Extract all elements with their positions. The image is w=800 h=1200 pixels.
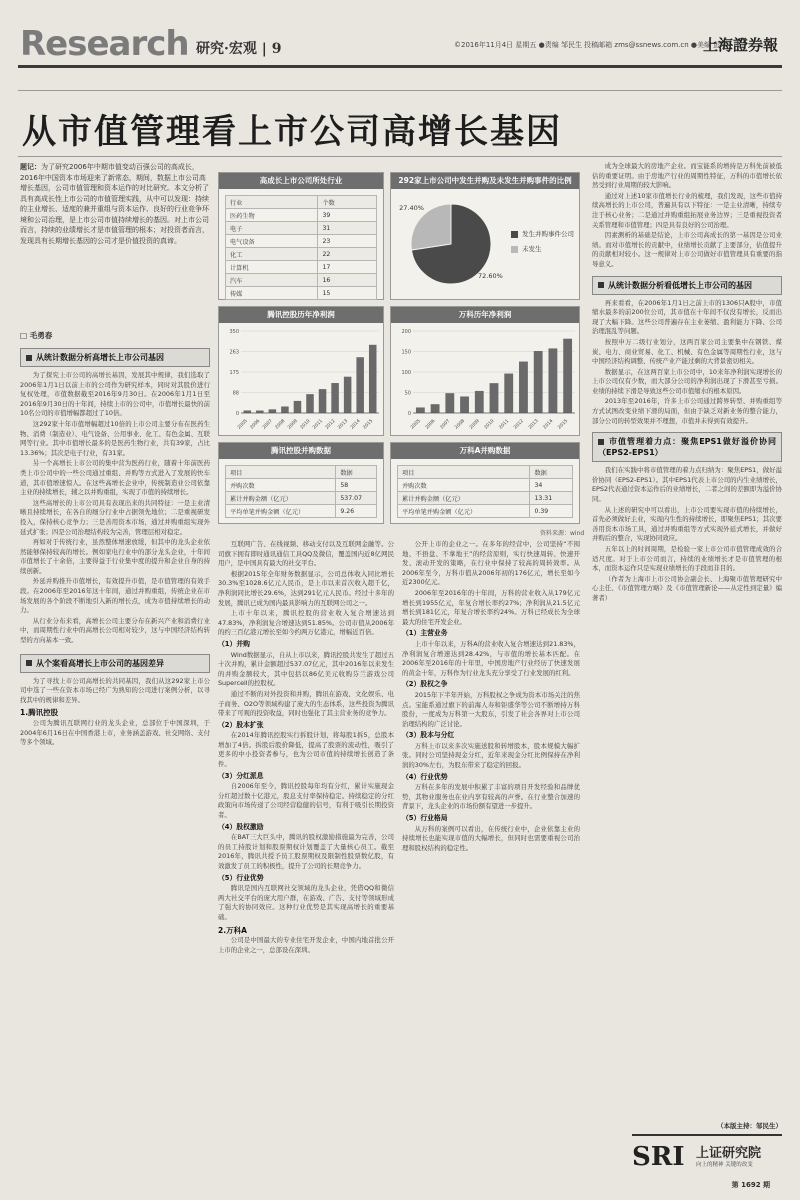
- x-tick-label: 2008: [454, 418, 466, 431]
- data-table: [397, 465, 573, 518]
- table-cell: 汽车: [226, 274, 318, 287]
- paragraph: 成为全球最大的房地产企业。而宝能系的增持是万科先前被低估的重要证明。由于房地产行业的周期性特征，万科的市值增长依然受到行业周期的较大影响。: [592, 162, 782, 190]
- bar: [344, 377, 352, 413]
- table-cell: 数据: [336, 466, 377, 479]
- x-tick-label: 2007: [262, 418, 274, 431]
- chart-title: 高成长上市公司所处行业: [219, 173, 383, 189]
- y-tick-label: 150: [401, 349, 411, 356]
- table-cell: 并购次数: [226, 479, 336, 492]
- section-heading: 市值管理着力点：聚焦EPS1做好溢价协同（EPS2-EPS1）: [592, 432, 782, 462]
- abstract: [20, 162, 210, 327]
- bar: [475, 391, 484, 413]
- x-tick-label: 2008: [274, 418, 287, 431]
- table-cell: 34: [530, 479, 573, 492]
- table-cell: 电子: [226, 222, 318, 235]
- table-row: [226, 196, 377, 209]
- table-row: [226, 287, 377, 300]
- x-tick-label: 2010: [299, 418, 312, 431]
- subheading: （5）行业格局: [402, 814, 448, 823]
- divider: [18, 90, 782, 91]
- subheading: （1）主营业务: [402, 629, 448, 638]
- x-tick-label: 2015: [557, 418, 570, 431]
- section-heading: 从统计数据分析高增长上市公司基因: [20, 348, 210, 367]
- paragraph: 再如对于传统行业，虽然整体增速放缓，但其中的龙头企业依然能够保持较高的增长。例如家电行业中的部分龙头企业，十年间市值增长了十余倍，主要得益于行业集中度的提升和企业自身的持续创新。: [20, 538, 210, 575]
- table-cell: 9.26: [336, 505, 377, 518]
- dateline: ©2016年11月4日 星期五 ●责编 邹民生 投稿邮箱 zms@ssnews.com.cn ●美编 彭玮: [454, 41, 728, 49]
- bar: [244, 410, 252, 413]
- table-row: [226, 505, 377, 518]
- paragraph: 万科上市以来多次实施送股和转增股本，股本规模大幅扩张。同时公司坚持现金分红，近年来现金分红比例保持在净利润的30%左右，为股东带来了稳定的回报。: [402, 741, 580, 770]
- chart-vanke-profit: [390, 306, 580, 436]
- x-tick-label: 2007: [439, 418, 452, 431]
- footer-logo-box: [632, 1134, 782, 1178]
- table-row: [226, 248, 377, 261]
- bar: [331, 383, 339, 413]
- table-cell: 15: [318, 287, 377, 300]
- chart-tencent-profit: [218, 306, 384, 436]
- chart-title: 万科历年净利润: [391, 307, 579, 323]
- paragraph: 五年以上的时间周期，是检验一家上市公司市值管理成效的合适尺度。对于上市公司而言，持续的业绩增长才是市值管理的根本，而资本运作只是实现业绩增长的手段而非目的。: [592, 545, 782, 573]
- paragraph: 另一个高增长上市公司的集中营为医药行业，随着十年前医药类上市公司中的一些公司通过重组、并购等方式进入了发展的快车道，其市值增速惊人。在这些高增长企业中，传统制造业公司依靠主业的持续增长，辅之以并购重组，实现了市值的持续增长。: [20, 459, 210, 497]
- x-tick-label: 2011: [498, 418, 511, 431]
- y-tick-label: 100: [401, 370, 411, 376]
- y-tick-label: 0: [235, 411, 239, 417]
- article-column-2: [218, 540, 394, 1180]
- chart-title: 腾讯控股并购数据: [219, 443, 383, 459]
- table-row: [226, 466, 377, 479]
- paragraph: 数据显示，在这两百家上市公司中，10来年净利润实现增长的上市公司仅有少数，而大部分公司的净利润出现了下滑甚至亏损。业绩的持续下滑是导致这些公司市值缩水的根本原因。: [592, 367, 782, 395]
- paragraph: 在BAT三大巨头中，腾讯的股权激励措施最为完善，公司的员工持股计划和股票期权计划覆盖了大量核心员工。截至2016年，腾讯共授予员工股票期权及限制性股票数亿股，有效激发了员工的积极性，提升了公司的长期竞争力。: [218, 833, 394, 870]
- table-cell: 13.31: [530, 492, 573, 505]
- paragraph: 公司为腾讯互联网行业的龙头企业，总部位于中国深圳，于2004年6月16日在中国香港上市，业务涵盖游戏、社交网络、支付等多个领域。: [20, 719, 210, 747]
- chart-legend: [511, 229, 574, 253]
- chart-industry-table: [218, 172, 384, 300]
- paragraph: 公开上市的企业之一。在多年的经营中，公司坚持“不囤地、不捂盘、不拿地王”的经营原则，实行快速周转、快速开发、滚动开发的策略，在行业中保持了较高的周转效率。从2006年至今，万科市值从2006年初的176亿元，增长至如今近2300亿元。: [402, 540, 580, 587]
- issue-number: 第 1692 期: [731, 1181, 770, 1189]
- paragraph: 通过不断的对外投资和并购，腾讯在游戏、文化娱乐、电子商务、O2O等领域构建了庞大的生态体系，这些投资为腾讯带来了可观的投资收益，同时也强化了其主营业务的竞争力。: [218, 689, 394, 718]
- table-row: [226, 261, 377, 274]
- bar-chart: [219, 323, 385, 435]
- table-tencent-mna: [218, 442, 384, 524]
- article-column-1: [20, 344, 210, 1184]
- square-bullet-icon: [598, 439, 604, 445]
- x-tick-label: 2011: [312, 418, 324, 431]
- x-tick-label: 2014: [542, 418, 555, 431]
- table-row: [398, 466, 573, 479]
- paragraph: 再来看看，在2006年1月1日之前上市的1306只A股中，市值缩水最多的前200位公司，其市值在十年间不仅没有增长，反而出现了大幅下降。这些公司普遍存在主业萎缩、盈利能力下降、公司治理混乱等问题。: [592, 298, 782, 336]
- paragraph: 我们在实践中将市值管理的着力点归纳为：聚焦EPS1，做好溢价协同（EPS2-EPS1）。其中EPS1代表上市公司的内生业绩增长，EPS2代表通过资本运作后的业绩增长，二者之间的差额即为溢价协同。: [592, 466, 782, 504]
- x-tick-label: 2009: [469, 418, 481, 431]
- table-cell: 计算机: [226, 261, 318, 274]
- table-cell: 23: [318, 235, 377, 248]
- subheading: （4）股权激励: [218, 822, 264, 831]
- table-cell: 58: [336, 479, 377, 492]
- subheading: （5）行业优势: [218, 873, 264, 882]
- paragraph: 在2014年腾讯控股实行拆股计划，将每股1拆5，总股本增加了4倍。拆股后股价降低，提高了股票的流动性，吸引了更多的中小投资者参与，也为公司市值的持续增长创造了条件。: [218, 731, 394, 769]
- table-cell: 16: [318, 274, 377, 287]
- table-row: [226, 222, 377, 235]
- y-tick-label: 50: [404, 390, 411, 397]
- table-cell: 累计并购金额（亿元）: [398, 492, 530, 505]
- paragraph: 按照申万二级行业划分，这两百家公司主要集中在钢铁、煤炭、电力、商业贸易、化工、机械、有色金属等周期性行业，这与中国经济结构调整、传统产业产能过剩的大背景密切相关。: [592, 337, 782, 366]
- table-cell: 并购次数: [398, 479, 530, 492]
- x-tick-label: 2006: [424, 418, 437, 431]
- bar: [416, 407, 425, 413]
- chart-title: 292家上市公司中发生并购及未发生并购事件的比例: [391, 173, 579, 189]
- square-bullet-icon: [26, 355, 32, 361]
- x-tick-label: 2009: [287, 418, 299, 431]
- bar: [269, 409, 277, 413]
- bar: [431, 404, 440, 413]
- x-tick-label: 2012: [324, 418, 337, 431]
- article-column-4: [592, 162, 782, 1102]
- y-tick-label: 263: [229, 349, 239, 356]
- table-vanke-mna: [390, 442, 580, 524]
- bar: [356, 357, 364, 413]
- brand-logo: Research: [20, 24, 189, 64]
- institute-tagline: 向上的精神 关键的改变: [696, 1162, 753, 1168]
- table-cell: 化工: [226, 248, 318, 261]
- bar: [369, 345, 377, 413]
- institute-name: 上证研究院: [696, 1146, 762, 1161]
- table-cell: 31: [318, 222, 377, 235]
- paragraph: 这些高增长的上市公司具有表现出来的共同特征：一是主业清晰且持续增长，在各自的细分行业中占据领先地位；二是重视研发投入，保持核心竞争力；三是善用资本市场，通过并购重组实现外延式扩张；四是公司治理结构较为完善，管理层相对稳定。: [20, 498, 210, 536]
- paragraph: Wind数据显示，自从上市以来，腾讯控股共发生了超过五十次并购，累计金额超过537.07亿元，其中2016年以来发生的并购金额较大，其中包括以86亿美元收购芬兰游戏公司Supercell的控股权。: [218, 650, 394, 688]
- table-cell: 电气设备: [226, 235, 318, 248]
- y-tick-label: 175: [229, 370, 239, 376]
- table-cell: 项目: [226, 466, 336, 479]
- legend-swatch: [511, 231, 518, 238]
- section-heading: 从统计数据分析看低增长上市公司的基因: [592, 276, 782, 295]
- bar-chart: [391, 323, 581, 435]
- bar: [490, 383, 499, 413]
- y-tick-label: 350: [229, 329, 239, 335]
- bar: [306, 394, 314, 413]
- subheading: （2）股本扩张: [218, 720, 264, 729]
- table-cell: 22: [318, 248, 377, 261]
- bar: [534, 351, 543, 413]
- table-cell: 17: [318, 261, 377, 274]
- bar: [519, 362, 528, 413]
- paragraph: 从行业分布来看，高增长公司主要分布在新兴产业和消费行业中，而周期性行业中的高增长公司相对较少，这与中国经济结构转型的方向基本一致。: [20, 616, 210, 645]
- chart-title: 腾讯控股历年净利润: [219, 307, 383, 323]
- subheading: （3）分红派息: [218, 771, 264, 780]
- x-tick-label: 2010: [483, 418, 496, 431]
- subheading: 1.腾讯控股: [20, 708, 59, 718]
- x-tick-label: 2005: [410, 418, 422, 431]
- paragraph: 腾讯是国内互联网社交领域的龙头企业，凭借QQ和微信两大社交平台的庞大用户群，在游戏、广告、支付等领域形成了强大的协同效应。这种行业优势是其实现高增长的重要基础。: [218, 884, 394, 921]
- bar: [319, 389, 327, 413]
- table-cell: 0.39: [530, 505, 573, 518]
- editor-credit: （本版主持：邹民生）: [717, 1122, 782, 1130]
- table-row: [226, 209, 377, 222]
- table-cell: 传媒: [226, 287, 318, 300]
- table-cell: 累计并购金额（亿元）: [226, 492, 336, 505]
- chart-mna-pie: [390, 172, 580, 300]
- pie-label: 27.40%: [399, 204, 424, 213]
- subheading: （1）并购: [218, 639, 250, 648]
- table-row: [226, 492, 377, 505]
- square-bullet-icon: [598, 282, 604, 288]
- abstract-lead: 题记：: [20, 163, 41, 171]
- y-tick-label: 200: [401, 329, 411, 335]
- paragraph: 因素测析的基础是结论，上市公司高成长的第一基因是公司业绩。而对市值增长的贡献中，业绩增长贡献了主要部分，估值提升的贡献相对较小。这一规律对上市公司做好市值管理具有重要的指导意义。: [592, 231, 782, 268]
- subheading: 2.万科A: [218, 925, 247, 935]
- bar: [460, 396, 469, 413]
- pie-label: 72.60%: [478, 271, 503, 280]
- paragraph: 为了探究上市公司的高增长基因，发展其中规律，我们选取了2006年1月1日以前上市的公司作为研究样本，同时对其股价进行复权处理，市值数据截至2016年9月30日。在2006年1月1日至2016年9月30日的十年间，持续上市的公司中，市值增长最快的前10名公司的市值增幅都超过了10倍。: [20, 371, 210, 418]
- paragraph: 这292家十年市值增幅超过10倍的上市公司主要分布在医药生物、消费（制造业）、电气设备、公用事业、化工、有色金属、互联网等行业。其中市值增长最多的是医药生物行业，共有39家，占比13.36%；其次是电子行业，有31家。: [20, 419, 210, 457]
- x-tick-label: 2013: [337, 418, 350, 431]
- table-cell: 39: [318, 209, 377, 222]
- author-byline: □ 毛勇春: [20, 331, 53, 340]
- table-cell: 项目: [398, 466, 530, 479]
- masthead: [18, 18, 782, 68]
- author-note: （作者为上海市上市公司协会副会长、上海聚市值管理研究中心主任、《市值管理方略》及《市值管理新论——从定性到定量》编著者）: [592, 574, 782, 602]
- paragraph: 上市十年以来，万科A的营业收入复合增速达到21.83%，净利润复合增速达到28.42%，与市值的增长基本匹配。在2006年至2016年的十年里，中国房地产行业经历了快速发展的黄金十年，万科作为行业龙头充分享受了行业发展的红利。: [402, 639, 580, 677]
- x-tick-label: 2005: [237, 418, 249, 431]
- x-tick-label: 2006: [249, 418, 262, 431]
- table-cell: 537.07: [336, 492, 377, 505]
- paragraph: 为了寻找上市公司高增长的共同基因，我们从这292家上市公司中选了一些在资本市场已经广为熟知的公司进行案例分析，以寻找其中的规律和差异。: [20, 676, 210, 704]
- paragraph: 自2006年至今，腾讯控股每年均有分红，累计实施现金分红超过数十亿港元，股息支付率保持稳定。持续稳定的分红政策向市场传递了公司经营稳健的信号，有利于吸引长期投资者。: [218, 782, 394, 820]
- table-row: [226, 235, 377, 248]
- legend-swatch: [511, 246, 518, 253]
- paragraph: 互联网广告、在线视频、移动支付以及互联网金融等。公司旗下拥有即时通讯通信工具QQ及微信，覆盖国内近8亿网民用户，是中国具有最大的社交平台。: [218, 540, 394, 568]
- x-tick-label: 2012: [513, 418, 525, 431]
- abstract-text: 为了研究2006年中期市值变动百强公司的高成长，2016年中国资本市场迎来了新常态，期间，数据上市公司高增长基因，公司市值管理和资本运作的对比研究。本文分析了具有高成长性上市公司的市值管理实践，从中可以发现：持续的主业增长、适度的兼并重组与资本运作、良好的行业竞争环境和公司治理，是上市公司市值持续增长的基因。对上市公司而言，持续的业绩增长才是市值管理的根本；对投资者而言，发现具有长期增长基因的公司才是价值投资的真谛。: [20, 163, 209, 245]
- y-tick-label: 88: [232, 390, 239, 397]
- subheading: （3）股本与分红: [402, 731, 455, 740]
- industry-table: [225, 195, 377, 300]
- table-cell: 平均单笔并购金额（亿元）: [226, 505, 336, 518]
- section-heading: 从个案看高增长上市公司的基因差异: [20, 654, 210, 673]
- table-row: [226, 274, 377, 287]
- paragraph: 2013年至2016年，许多上市公司通过跨界转型、并购重组等方式试图改变业绩下滑的局面，但由于缺乏对新业务的整合能力，部分公司的转型效果并不理想，市值并未得到有效提升。: [592, 397, 782, 425]
- data-table: [225, 465, 377, 518]
- x-tick-label: 2013: [527, 418, 540, 431]
- paragraph: 根据2015年全年财务数据显示，公司总体收入同比增长30.3%至1028.6亿元人民币，是上市以来首次收入超千亿，净利润同比增长29.6%，达到291亿元人民币。经过十多年的发展，腾讯已成为国内最具影响力的互联网公司之一。: [218, 569, 394, 607]
- table-row: [398, 492, 573, 505]
- legend-item: 发生并购事件公司: [511, 229, 574, 238]
- section-label: 研究·宏观 | 9: [196, 41, 282, 57]
- table-row: [398, 505, 573, 518]
- bar: [294, 401, 302, 413]
- table-cell: 数据: [530, 466, 573, 479]
- table-cell: 医药生物: [226, 209, 318, 222]
- subheading: （2）股权之争: [402, 680, 448, 689]
- sri-logo: SRI: [632, 1142, 685, 1172]
- table-row: [398, 479, 573, 492]
- paragraph: 上市十年以来，腾讯控股的营业收入复合增速达到47.83%，净利润复合增速达到51.85%。公司市值从2006年的约三百亿港元增长至如今约两万亿港元，增幅近百倍。: [218, 609, 394, 637]
- paragraph: 外延并购推升市值增长，有效提升市值，是市值管理的有效手段。在2006年至2016年这十年间，通过并购重组，传统企业在市场发展的各个阶段不断地引入新的增长点，成为市值持续增长的动力。: [20, 577, 210, 615]
- subheading: （4）行业优势: [402, 772, 448, 781]
- paragraph: 2006年至2016年的十年间，万科的营业收入从179亿元增长到1955亿元，年复合增长率约27%；净利润从21.5亿元增长到181亿元，年复合增长率约24%。万科已经成长为全球最大的住宅开发企业。: [402, 588, 580, 626]
- x-tick-label: 2014: [349, 418, 362, 431]
- paragraph: 2015年下半年开始，万科股权之争成为资本市场关注的焦点。宝能系通过旗下的前海人寿和钜盛华等公司不断增持万科股份，一度成为万科第一大股东，引发了社会各界对上市公司治理结构的广泛讨论。: [402, 690, 580, 728]
- chart-source: 资料来源：wind: [540, 530, 585, 537]
- bar: [256, 411, 264, 413]
- paragraph: 公司是中国最大的专业住宅开发企业，中国内地首批公开上市的企业之一，总部设在深圳。: [218, 936, 394, 954]
- paragraph: 从上述的研究中可以看出，上市公司要实现市值的持续增长，首先必须做好主业，实现内生性的持续增长，即聚焦EPS1；其次要善用资本市场工具，通过并购重组等方式实现外延式增长，并做好并购后的整合，实现协同效应。: [592, 505, 782, 543]
- paragraph: 从万科的案例可以看出，在传统行业中，企业依靠主业的持续增长也能实现市值的大幅增长，但同时也需要重视公司治理和股权结构的稳定性。: [402, 824, 580, 852]
- y-tick-label: 0: [407, 411, 411, 417]
- bar: [504, 374, 513, 413]
- x-tick-label: 2015: [362, 418, 375, 431]
- table-cell: 个数: [318, 196, 377, 209]
- legend-item: 未发生: [511, 244, 574, 253]
- page-title: 从市值管理看上市公司高增长基因: [22, 112, 562, 152]
- paragraph: 通过对上述10家市值增长行业的梳理，我们发现，这些市值持续高增长的上市公司，普遍具有以下特征：一是主业清晰，持续专注于核心业务；二是通过并购重组拓展业务边界；三是重视投资者关系管理和市值管理；四是具有良好的公司治理。: [592, 191, 782, 229]
- bar: [445, 393, 454, 413]
- article-column-3: [402, 540, 580, 1180]
- table-cell: 行业: [226, 196, 318, 209]
- bar: [548, 348, 557, 413]
- square-bullet-icon: [26, 660, 32, 666]
- divider: [18, 156, 782, 157]
- table-row: [226, 479, 377, 492]
- table-cell: 平均单笔并购金额（亿元）: [398, 505, 530, 518]
- bar: [281, 406, 289, 413]
- paragraph: 万科在多年的发展中积累了丰富的项目开发经验和品牌优势，其物业服务也在业内享有较高的声誉。在行业整合加速的背景下，龙头企业的市场份额有望进一步提升。: [402, 783, 580, 811]
- chart-title: 万科A并购数据: [391, 443, 579, 459]
- paper-logo: 上海證券報: [702, 36, 778, 54]
- bar: [563, 339, 572, 413]
